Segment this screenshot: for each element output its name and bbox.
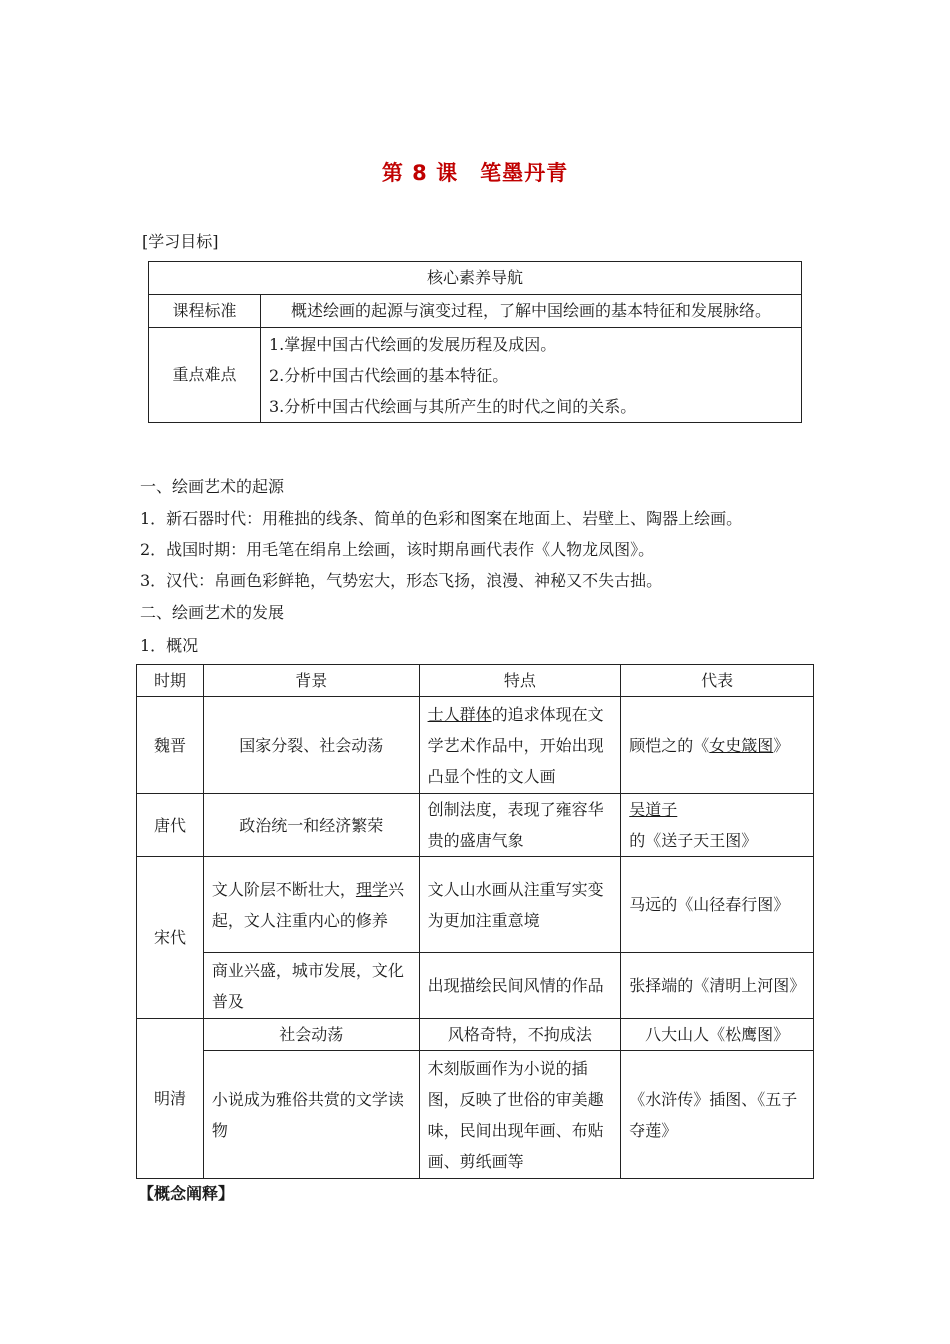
rep-song-2: 张择端的《清明上河图》	[621, 953, 814, 1019]
development-table	[136, 664, 814, 1179]
header-feature: 特点	[419, 665, 621, 697]
header-representative: 代表	[621, 665, 814, 697]
feature-song-1: 文人山水画从注重写实变为更加注重意境	[419, 857, 621, 953]
section1-item: 1．新石器时代：用稚拙的线条、简单的色彩和图案在地面上、岩壁上、陶器上绘画。	[140, 509, 743, 528]
rep-mingqing-2: 《水浒传》插图、《五子夺莲》	[621, 1051, 814, 1179]
section1-heading: 一、绘画艺术的起源	[140, 477, 285, 496]
header-background: 背景	[203, 665, 419, 697]
period-tang: 唐代	[137, 794, 204, 857]
background-song-1: 文人阶层不断壮大，理学兴起，文人注重内心的修养	[203, 857, 419, 953]
underlined-term: 士人群体	[427, 704, 492, 724]
feature-mingqing-1: 风格奇特，不拘成法	[419, 1019, 621, 1051]
concept-label: 【概念阐释】	[138, 1184, 235, 1203]
section2-heading: 二、绘画艺术的发展	[140, 603, 285, 622]
rep-song-1: 马远的《山径春行图》	[621, 857, 814, 953]
rep-weijin: 顾恺之的《女史箴图》	[621, 697, 814, 794]
rep-mingqing-1: 八大山人《松鹰图》	[621, 1019, 814, 1051]
goals-focus-item: 1.掌握中国古代绘画的发展历程及成因。	[269, 334, 557, 354]
header-period: 时期	[137, 665, 204, 697]
underlined-term: 理学	[355, 879, 388, 899]
background-mingqing-2: 小说成为雅俗共赏的文学读物	[203, 1051, 419, 1179]
period-weijin: 魏晋	[137, 697, 204, 794]
underlined-term: 女史箴图	[709, 735, 774, 755]
section1-item: 2．战国时期：用毛笔在绢帛上绘画，该时期帛画代表作《人物龙凤图》。	[140, 540, 655, 559]
background-weijin: 国家分裂、社会动荡	[203, 697, 419, 794]
rep-tang: 吴道子的《送子天王图》	[621, 794, 814, 857]
goals-table	[148, 261, 802, 423]
background-song-2: 商业兴盛，城市发展，文化普及	[203, 953, 419, 1019]
underlined-term: 吴道子	[629, 800, 678, 819]
goals-value-standard: 概述绘画的起源与演变过程，了解中国绘画的基本特征和发展脉络。	[261, 295, 802, 328]
section1-item: 3．汉代：帛画色彩鲜艳，气势宏大，形态飞扬，浪漫、神秘又不失古拙。	[140, 571, 663, 590]
feature-song-2: 出现描绘民间风情的作品	[419, 953, 621, 1019]
section2-sub: 1．概况	[140, 636, 199, 655]
goals-key-focus: 重点难点	[149, 328, 261, 423]
period-mingqing: 明清	[137, 1019, 204, 1179]
goals-header: 核心素养导航	[149, 262, 802, 295]
goals-key-standard: 课程标准	[149, 295, 261, 328]
background-mingqing-1: 社会动荡	[203, 1019, 419, 1051]
feature-mingqing-2: 木刻版画作为小说的插图，反映了世俗的审美趣味，民间出现年画、布贴画、剪纸画等	[419, 1051, 621, 1179]
feature-weijin: 士人群体的追求体现在文学艺术作品中，开始出现凸显个性的文人画	[419, 697, 621, 794]
goals-focus-item: 2.分析中国古代绘画的基本特征。	[269, 365, 509, 385]
feature-tang: 创制法度，表现了雍容华贵的盛唐气象	[419, 794, 621, 857]
lesson-title: 第 8 课 笔墨丹青	[381, 161, 569, 185]
background-tang: 政治统一和经济繁荣	[203, 794, 419, 857]
period-song: 宋代	[137, 857, 204, 1019]
objectives-label: [学习目标]	[142, 232, 219, 251]
goals-focus-item: 3.分析中国古代绘画与其所产生的时代之间的关系。	[269, 396, 637, 416]
